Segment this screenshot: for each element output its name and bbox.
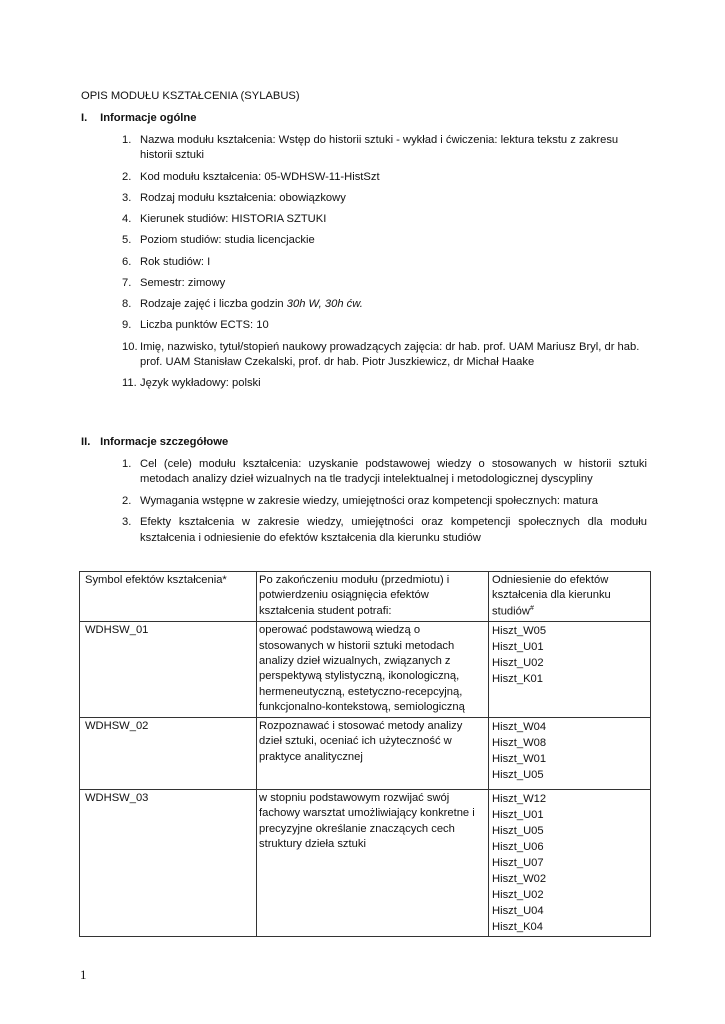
header-symbol: Symbol efektów kształcenia* [80,572,257,622]
section-2-heading [81,435,228,450]
list-item: 6. Rok studiów: I [122,255,211,268]
document-title: OPIS MODUŁU KSZTAŁCENIA (SYLABUS) [81,90,300,102]
list-item: 11. Język wykładowy: polski [122,377,261,390]
table-row [80,717,651,789]
section-1-title: Informacje ogólne [100,112,197,124]
table-header-row [80,572,651,622]
page-number: 1 [80,967,87,982]
list-item: 10. Imię, nazwisko, tytuł/stopień naukowy prowadzących zajęcia: dr hab. prof. UAM Mariusz Bryl, dr hab. prof. UAM Stanisław Czekalski, prof. dr hab. Piotr Juszkiewicz, dr Michał Haake [122,340,640,369]
learning-outcomes-table [79,571,651,937]
section-2-number: II. [81,436,91,448]
row-codes: Hiszt_W12 Hiszt_U01 Hiszt_U05 Hiszt_U06 Hiszt_U07 Hiszt_W02 Hiszt_U02 Hiszt_U04 Hiszt_K04 [489,789,651,936]
row-description: Rozpoznawać i stosować metody analizy dzieł sztuki, oceniać ich użyteczność w praktyce analitycznej [257,717,489,789]
row-codes: Hiszt_W05 Hiszt_U01 Hiszt_U02 Hiszt_K01 [489,622,651,718]
list-item: 5. Poziom studiów: studia licencjackie [122,234,315,247]
header-description: Po zakończeniu modułu (przedmiotu) i potwierdzeniu osiągnięcia efektów kształcenia student potrafi: [257,572,489,622]
list-item: 1. Nazwa modułu kształcenia: Wstęp do historii sztuki - wykład i ćwiczenia: lektura tekstu z zakresu historii sztuki [122,134,619,162]
list-item: 3. Rodzaj modułu kształcenia: obowiązkowy [122,191,346,204]
row-symbol: WDHSW_03 [80,789,257,936]
list-item: 2. Kod modułu kształcenia: 05-WDHSW-11-HistSzt [122,170,380,183]
row-symbol: WDHSW_02 [80,717,257,789]
detailed-info-list [122,457,647,552]
list-item: 2. Wymagania wstępne w zakresie wiedzy, umiejętności oraz kompetencji społecznych: matura [122,494,598,507]
list-item: 1. Cel (cele) modułu kształcenia: uzyskanie podstawowej wiedzy o stosowanych w historii sztuki metodach analizy dzieł wizualnych na tle tradycji intelektualnej i metodologicznej dyscypliny [122,458,647,486]
list-item: 9. Liczba punktów ECTS: 10 [122,319,269,332]
header-reference: Odniesienie do efektów kształcenia dla kierunku studiów# [489,572,651,622]
table-row [80,622,651,718]
row-description: operować podstawową wiedzą o stosowanych w historii sztuki metodach analizy dzieł wizualnych, związanych z perspektywą stylistyczną, ikonologiczną, hermeneutyczną, estetyczno-recepcyjną, funkcjonalno-kontekstową, semiologiczną [257,622,489,718]
section-1-number: I. [81,112,88,124]
row-description: w stopniu podstawowym rozwijać swój fachowy warsztat umożliwiający konkretne i precyzyjne określanie znaczących cech struktury dzieła sztuki [257,789,489,936]
list-item: 8. Rodzaje zajęć i liczba godzin 30h W, 30h ćw. [122,298,363,311]
table-row [80,789,651,936]
section-2-title: Informacje szczegółowe [100,436,229,448]
list-item: 3. Efekty kształcenia w zakresie wiedzy, umiejętności oraz kompetencji społecznych dla modułu kształcenia i odniesienie do efektów kształcenia dla kierunku studiów [122,516,647,544]
list-item: 4. Kierunek studiów: HISTORIA SZTUKI [122,213,327,226]
section-1-heading [81,111,196,126]
general-info-list [122,133,647,398]
list-item: 7. Semestr: zimowy [122,276,226,289]
row-symbol: WDHSW_01 [80,622,257,718]
row-codes: Hiszt_W04 Hiszt_W08 Hiszt_W01 Hiszt_U05 [489,717,651,789]
